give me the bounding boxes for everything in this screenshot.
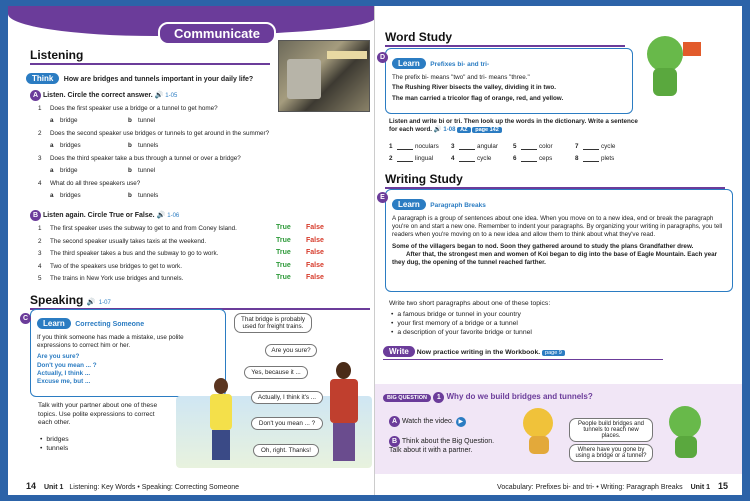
bq-b-text: Think about the Big Question. Talk about it with a partner.: [389, 438, 495, 454]
word-number: 8: [575, 155, 579, 162]
false-option[interactable]: False: [306, 236, 324, 244]
false-option[interactable]: False: [306, 249, 324, 256]
paragraph-explanation: A paragraph is a group of sentences about one idea. When you move on to a new idea, end or break the paragraph you're on and start a new one. Remember to indent your paragraphs. By organizing your writing in paragraphs, you tell readers when you're moving on to a new idea and allow them to think about what they've read.: [392, 215, 723, 239]
track-label: 1-06: [167, 213, 180, 219]
learn-topic: Paragraph Breaks: [430, 202, 486, 209]
topic-text: a famous bridge or tunnel in your country: [397, 311, 521, 318]
bq-speech-bubble: People build bridges and tunnels to reach new places.: [569, 418, 653, 442]
option-letter-a: a: [50, 117, 54, 124]
learn-badge: Learn: [392, 199, 426, 210]
topic-item: [40, 436, 69, 445]
word-number: 6: [513, 155, 517, 162]
learn-text: If you think someone has made a mistake, use polite expressions to correct him or her.: [37, 334, 184, 350]
part-b-text: Listen again. Circle True or False.: [42, 212, 155, 219]
writing-topic-item: [391, 320, 532, 329]
learn-badge: Learn: [37, 318, 71, 329]
letter-a-badge: A: [389, 416, 400, 427]
topic-text: bridges: [46, 436, 69, 443]
part-b-instruction: [30, 210, 179, 221]
speech-bubble: That bridge is probably used for freight trains.: [234, 313, 312, 333]
speaking-heading-row: [30, 293, 370, 310]
page-number: 14: [26, 481, 37, 491]
blank-line[interactable]: [521, 149, 537, 150]
answer-option[interactable]: bridges: [60, 192, 81, 199]
writing-topic-item: [391, 311, 532, 320]
answer-option[interactable]: tunnel: [138, 167, 156, 174]
phrase-item: Are you sure?: [37, 353, 80, 361]
word-stem: noculars: [415, 143, 439, 150]
speaking-heading: Speaking: [30, 293, 84, 307]
left-page: [8, 6, 375, 495]
bq-speech-bubble: Where have you gone by using a bridge or a tunnel?: [569, 444, 653, 462]
learn-box-word-study: [385, 48, 633, 114]
write-text: Now practice writing in the Workbook.: [416, 349, 541, 356]
bq-item-a: [389, 416, 466, 427]
option-letter-a: a: [50, 192, 54, 199]
learn-topic: Prefixes bi- and tri-: [430, 61, 490, 68]
track-label: 1-07: [98, 300, 111, 306]
bullet-icon: •: [40, 444, 43, 452]
word-number: 1: [389, 143, 393, 150]
answer-option[interactable]: tunnel: [138, 117, 156, 124]
learn-badge: Learn: [392, 58, 426, 69]
writing-prompt: Write two short paragraphs about one of these topics:: [389, 300, 551, 307]
bq-item-b: [389, 436, 499, 454]
answer-option[interactable]: tunnels: [138, 142, 159, 149]
answer-option[interactable]: bridges: [60, 142, 81, 149]
statement-text: The second speaker usually takes taxis at the weekend.: [50, 237, 207, 245]
question-text: Does the third speaker take a bus through a tunnel or over a bridge?: [50, 155, 241, 162]
true-option[interactable]: True: [276, 261, 291, 269]
page-number: 15: [717, 481, 728, 491]
word-stem: color: [539, 143, 553, 150]
topic-list: [40, 436, 69, 454]
word-number: 5: [513, 143, 517, 150]
boy-figure: [326, 362, 362, 466]
option-letter-b: b: [128, 167, 132, 174]
letter-b-badge: B: [389, 436, 400, 447]
letter-a-badge: A: [30, 90, 41, 101]
letter-d-badge: D: [377, 52, 388, 63]
textbook-spread: [8, 6, 742, 495]
right-footer: [497, 481, 728, 491]
phrase-list: [37, 353, 219, 386]
statement-text: Two of the speakers use bridges to get to work.: [50, 262, 182, 270]
blank-line[interactable]: [583, 149, 599, 150]
think-row: [26, 68, 253, 86]
green-mascot: [665, 404, 705, 460]
word-stem: cycle: [477, 155, 492, 162]
bullet-icon: •: [40, 436, 43, 443]
phrase-item: Excuse me, but ...: [37, 377, 91, 385]
big-question-number: 1: [433, 392, 444, 403]
blank-line[interactable]: [397, 161, 413, 162]
question-number: 4: [38, 180, 42, 187]
listening-heading: Listening: [30, 48, 270, 65]
write-row: [383, 346, 663, 360]
false-option[interactable]: False: [306, 274, 324, 281]
example-sentence: The man carried a tricolor flag of orange, red, and yellow.: [392, 95, 564, 103]
part-a-text: Listen. Circle the correct answer.: [42, 92, 153, 99]
question-text: Does the second speaker use bridges or tunnels to get around in the summer?: [50, 130, 270, 137]
letter-b-badge: B: [30, 210, 41, 221]
word-study-instruction: [389, 118, 639, 135]
speech-bubble: Don't you mean ... ?: [251, 417, 323, 430]
option-letter-b: b: [128, 142, 132, 149]
statement-number: 3: [38, 250, 42, 257]
example-paragraph: Some of the villagers began to nod. Soon they gathered around to study the plans Grandfather drew.: [392, 242, 694, 250]
question-number: 1: [38, 105, 42, 112]
track-label: 1-05: [165, 93, 178, 99]
question-number: 3: [38, 155, 42, 162]
track-label: 1-08: [443, 127, 456, 134]
audio-icon[interactable]: 🔊: [156, 212, 166, 219]
false-option[interactable]: False: [306, 224, 324, 231]
part-a-instruction: [30, 90, 177, 101]
play-video-icon[interactable]: ▶: [456, 417, 466, 427]
writing-study-heading: Writing Study: [385, 172, 725, 189]
true-option[interactable]: True: [276, 274, 291, 281]
word-stem: lingual: [415, 155, 434, 162]
word-stem: angular: [477, 143, 499, 150]
think-badge: Think: [26, 73, 59, 84]
statement-text: The trains in New York use bridges and tunnels.: [50, 275, 184, 282]
big-question-panel: [375, 384, 742, 474]
blank-line[interactable]: [459, 149, 475, 150]
blank-line[interactable]: [397, 149, 413, 150]
question-text: Does the first speaker use a bridge or a tunnel to get home?: [50, 105, 218, 112]
statement-text: The first speaker uses the subway to get to and from Coney Island.: [50, 225, 237, 232]
learn-topic: Correcting Someone: [75, 321, 145, 328]
mascot-flag: [639, 28, 699, 98]
option-letter-b: b: [128, 117, 132, 124]
workbook-page-badge: page 9: [542, 350, 565, 356]
statement-number: 2: [38, 237, 42, 245]
letter-c-badge: C: [20, 313, 31, 324]
blank-line[interactable]: [521, 161, 537, 162]
footer-desc: Vocabulary: Prefixes bi- and tri- • Writing: Paragraph Breaks: [497, 484, 683, 491]
bullet-icon: •: [391, 319, 394, 327]
true-option[interactable]: True: [276, 236, 291, 244]
word-study-heading: Word Study: [385, 30, 625, 47]
footer-unit: Unit 1: [690, 484, 711, 491]
example-sentence: The Rushing River bisects the valley, dividing it in two.: [392, 84, 556, 92]
big-question-row: [383, 392, 593, 403]
subway-photo: [278, 40, 370, 112]
true-option[interactable]: True: [276, 224, 291, 231]
instruction-text: Listen and write bi or tri. Then look up the words in the dictionary. Write a sentence for each word.: [389, 118, 638, 134]
page-ref-badge: page 142: [472, 127, 502, 133]
speech-bubble: Yes, because it ...: [244, 366, 308, 379]
topic-text: your first memory of a bridge or a tunnel: [397, 319, 518, 327]
topic-text: tunnels: [46, 444, 69, 452]
word-number: 2: [389, 155, 393, 162]
statement-number: 1: [38, 225, 42, 232]
writing-topic-list: [391, 311, 532, 337]
banner-title: Communicate: [158, 22, 276, 45]
think-question: How are bridges and tunnels important in your daily life?: [63, 76, 254, 83]
topic-text: a description of your favorite bridge or tunnel: [397, 328, 532, 336]
answer-option[interactable]: tunnels: [138, 192, 159, 199]
prefix-text: The prefix bi- means "two" and tri- means "three.": [392, 74, 530, 81]
question-text: What do all three speakers use?: [50, 180, 141, 187]
word-stem: cycle: [601, 143, 616, 150]
writing-topic-item: [391, 329, 532, 338]
bullet-icon: •: [391, 311, 394, 318]
example-paragraph: After that, the strongest men and women of Koi began to dig into the base of Eagle Mountain. Each year they dug, the opening of the tunnel reached farther.: [392, 250, 718, 266]
big-question-label: BIG QUESTION: [383, 394, 431, 402]
talk-instruction: Talk with your partner about one of these topics. Use polite expressions to correct each other.: [38, 402, 158, 427]
word-number: 3: [451, 143, 455, 150]
answer-option[interactable]: bridge: [60, 117, 78, 124]
yellow-mascot: [519, 406, 559, 456]
speech-bubble: Are you sure?: [265, 344, 317, 357]
speech-bubble: Actually, I think it's ...: [251, 391, 323, 404]
bq-a-text: Watch the video.: [401, 418, 454, 425]
statement-number: 5: [38, 275, 42, 282]
option-letter-b: b: [128, 192, 132, 199]
topic-item: [40, 445, 69, 454]
word-stem: ceps: [539, 155, 553, 162]
learn-box-writing: [385, 189, 733, 292]
word-number: 4: [451, 155, 455, 162]
speech-bubble: Oh, right. Thanks!: [253, 444, 319, 457]
footer-unit: Unit 1: [43, 484, 64, 491]
audio-icon[interactable]: 🔊: [154, 92, 164, 99]
girl-figure: [206, 378, 236, 466]
phrase-item: Don't you mean ... ?: [37, 361, 97, 369]
audio-icon[interactable]: 🔊: [433, 126, 442, 134]
question-number: 2: [38, 130, 42, 137]
option-letter-a: a: [50, 167, 54, 174]
answer-option[interactable]: bridge: [60, 167, 78, 174]
audio-icon[interactable]: 🔊: [86, 299, 96, 306]
blank-line[interactable]: [583, 161, 599, 162]
dictionary-icon: AZ: [457, 127, 470, 133]
left-footer: [26, 481, 239, 491]
phrase-item: Actually, I think ...: [37, 369, 91, 377]
word-stem: plets: [601, 155, 615, 162]
false-option[interactable]: False: [306, 261, 324, 269]
footer-desc: Listening: Key Words • Speaking: Correcting Someone: [69, 484, 240, 491]
right-page: [375, 6, 742, 495]
write-badge: Write: [383, 346, 415, 357]
learn-box-speaking: [30, 309, 226, 397]
statement-number: 4: [38, 262, 42, 270]
option-letter-a: a: [50, 142, 54, 149]
letter-e-badge: E: [377, 192, 388, 203]
true-option[interactable]: True: [276, 249, 291, 256]
bullet-icon: •: [391, 328, 394, 336]
statement-text: The third speaker takes a bus and the subway to go to work.: [50, 250, 219, 257]
big-question-text: Why do we build bridges and tunnels?: [446, 392, 593, 401]
word-number: 7: [575, 143, 579, 150]
blank-line[interactable]: [459, 161, 475, 162]
